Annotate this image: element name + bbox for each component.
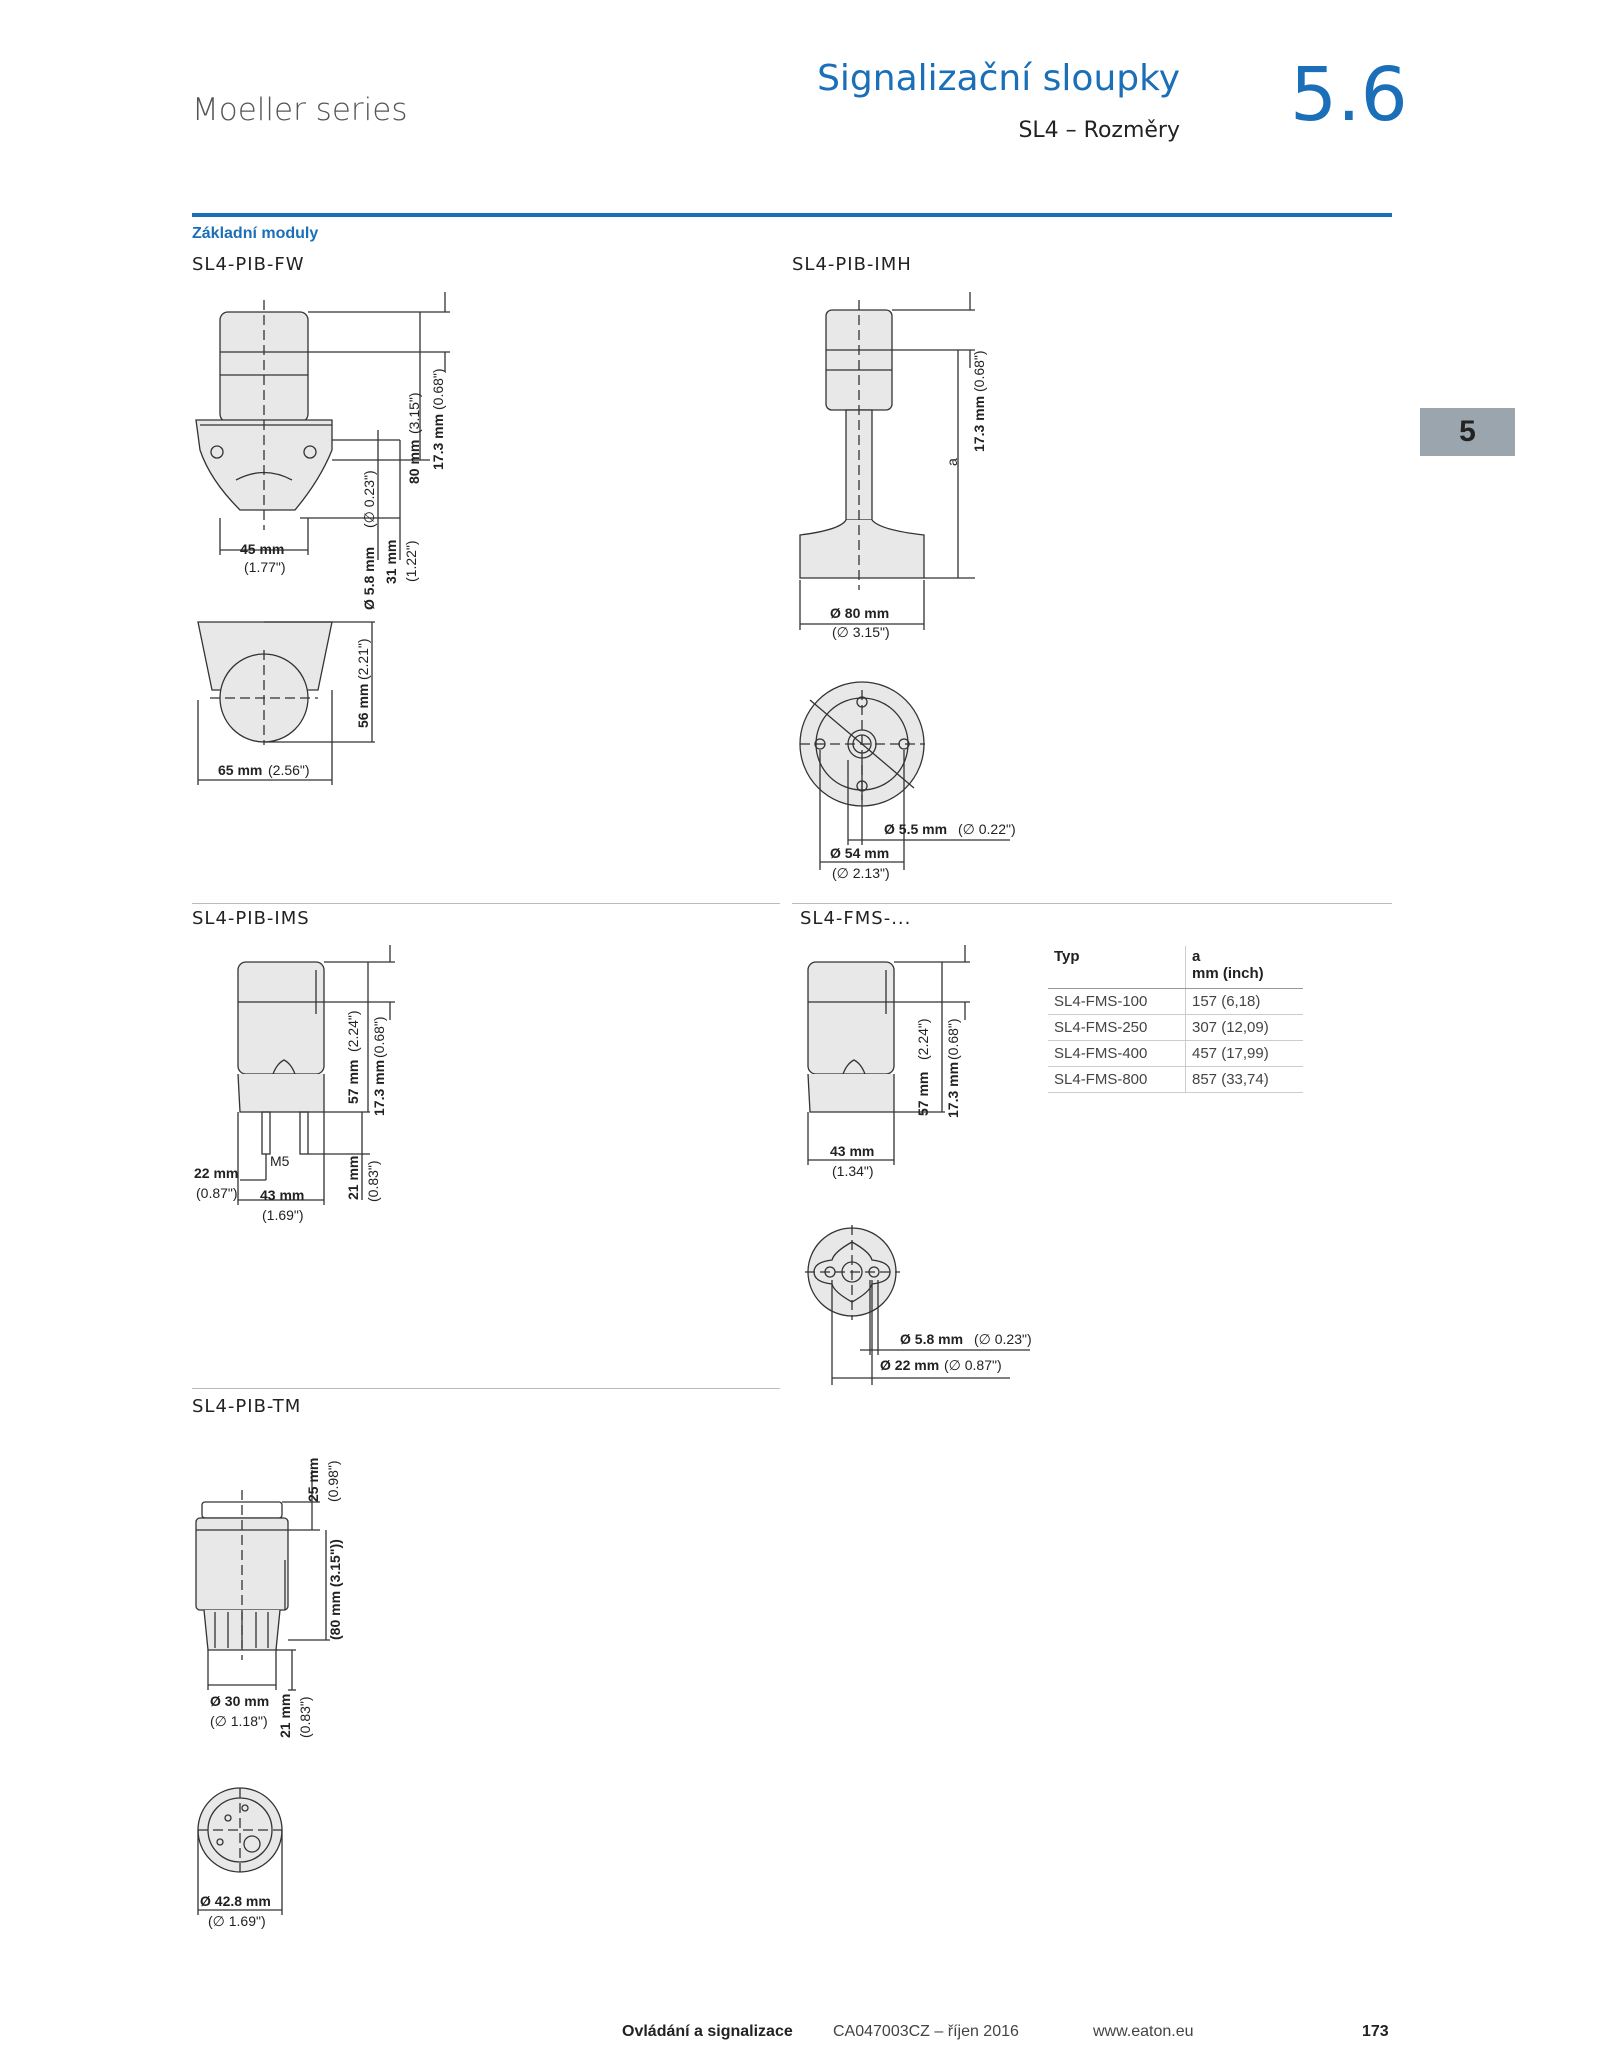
ims-dim-57-in: (2.24") (345, 1010, 361, 1052)
fms-dim-43: 43 mm (830, 1143, 875, 1159)
page-title: Signalizační sloupky (817, 58, 1180, 99)
fms-dim-57: 57 mm (915, 1071, 931, 1116)
footer-catalog: CA047003CZ – říjen 2016 (833, 2023, 1019, 2040)
product-title-tm: SL4-PIB-TM (192, 1396, 302, 1417)
ims-dim-17: 17.3 mm (371, 1059, 387, 1116)
fw-dim-65-in: (2.56") (268, 762, 310, 778)
fw-dim-width-in: (1.77") (244, 559, 286, 575)
fms-dim-43-in: (1.34") (832, 1163, 874, 1179)
fms-dim-22-in: (∅ 0.87") (944, 1357, 1002, 1373)
ims-thread: M5 (270, 1153, 290, 1169)
table-header-typ: Typ (1048, 946, 1186, 989)
ims-dim-21: 21 mm (345, 1155, 361, 1200)
tm-dim-30: Ø 30 mm (210, 1693, 270, 1709)
tm-dim-428: Ø 42.8 mm (200, 1893, 271, 1909)
series-label: Moeller series (192, 92, 408, 128)
ims-dim-17-in: (0.68") (371, 1016, 387, 1058)
tm-dim-25: 25 mm (305, 1457, 321, 1502)
imh-dim-a: a (944, 458, 960, 466)
table-row: SL4-FMS-400 457 (17,99) (1048, 1041, 1303, 1067)
fms-dim-58: Ø 5.8 mm (900, 1331, 964, 1347)
imh-dim-54-in: (∅ 2.13") (832, 865, 890, 881)
imh-dim-55-in: (∅ 0.22") (958, 821, 1016, 837)
imh-dim-17-in: (0.68") (971, 350, 987, 392)
section-title: Základní moduly (192, 225, 319, 242)
fw-dim-31: 31 mm (383, 539, 399, 584)
table-header-a: a mm (inch) (1186, 946, 1304, 989)
tm-dim-80: (80 mm (3.15")) (327, 1539, 343, 1640)
tm-dim-25-in: (0.98") (325, 1460, 341, 1502)
fw-dim-hole-in: (∅ 0.23") (361, 470, 377, 528)
imh-dim-17: 17.3 mm (971, 395, 987, 452)
page-subtitle: SL4 – Rozměry (1018, 118, 1180, 143)
ims-dim-22: 22 mm (194, 1165, 239, 1181)
footer-title: Ovládání a signalizace (622, 2023, 793, 2040)
fw-dim-56-in: (2.21") (355, 638, 371, 680)
tm-dim-428-in: (∅ 1.69") (208, 1913, 266, 1929)
chapter-side-tab: 5 (1420, 408, 1515, 456)
fw-dim-80: 80 mm (406, 439, 422, 484)
imh-dim-55: Ø 5.5 mm (884, 821, 948, 837)
page-number: 173 (1362, 2023, 1389, 2040)
imh-dim-54: Ø 54 mm (830, 845, 890, 861)
chapter-number: 5.6 (1290, 52, 1408, 138)
product-title-fw: SL4-PIB-FW (192, 254, 305, 275)
ims-dim-57: 57 mm (345, 1059, 361, 1104)
fw-dim-17: 17.3 mm (430, 413, 446, 470)
product-title-fms: SL4-FMS-... (800, 908, 912, 929)
table-row: SL4-FMS-250 307 (12,09) (1048, 1015, 1303, 1041)
tm-dim-21-in: (0.83") (297, 1696, 313, 1738)
fms-dim-17: 17.3 mm (945, 1061, 961, 1118)
table-row: SL4-FMS-800 857 (33,74) (1048, 1067, 1303, 1093)
fms-dim-57-in: (2.24") (915, 1018, 931, 1060)
ims-dim-43-in: (1.69") (262, 1207, 304, 1223)
fw-dim-width: 45 mm (240, 541, 285, 557)
product-title-imh: SL4-PIB-IMH (792, 254, 912, 275)
ims-dim-43: 43 mm (260, 1187, 305, 1203)
fw-dim-65: 65 mm (218, 762, 263, 778)
tm-dim-21: 21 mm (277, 1693, 293, 1738)
fw-dim-17-in: (0.68") (430, 368, 446, 410)
fms-dim-58-in: (∅ 0.23") (974, 1331, 1032, 1347)
imh-dim-80-in: (∅ 3.15") (832, 624, 890, 640)
tm-dim-30-in: (∅ 1.18") (210, 1713, 268, 1729)
table-row: SL4-FMS-100 157 (6,18) (1048, 989, 1303, 1015)
fw-dim-56: 56 mm (355, 683, 371, 728)
imh-dim-80: Ø 80 mm (830, 605, 890, 621)
fms-dim-22: Ø 22 mm (880, 1357, 940, 1373)
fw-dim-31-in: (1.22") (403, 540, 419, 582)
fms-dim-17-in: (0.68") (945, 1018, 961, 1060)
ims-dim-22-in: (0.87") (196, 1185, 238, 1201)
fw-dim-80-in: (3.15") (406, 392, 422, 434)
footer-website[interactable]: www.eaton.eu (1093, 2023, 1194, 2040)
ims-dim-21-in: (0.83") (365, 1160, 381, 1202)
fw-dim-hole: Ø 5.8 mm (361, 546, 377, 610)
product-title-ims: SL4-PIB-IMS (192, 908, 310, 929)
